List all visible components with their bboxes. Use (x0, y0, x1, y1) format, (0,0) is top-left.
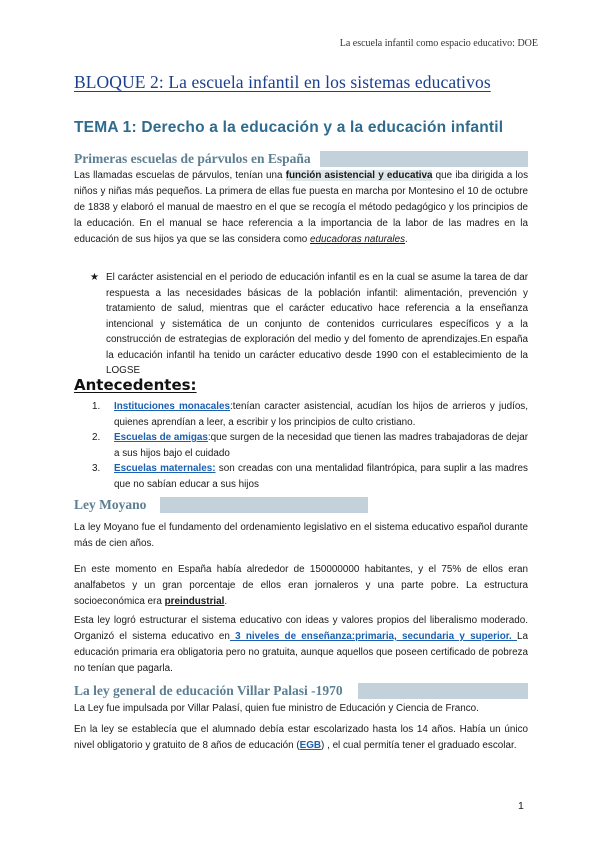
list-item (92, 430, 528, 461)
section-title: Ley Moyano (74, 497, 147, 512)
list-item (92, 461, 528, 492)
text-run: . (405, 234, 408, 245)
bullet-text: El carácter asistencial en el periodo de educación infantil es en la cual se asume la tarea de dar respuesta a las necesidades básicas de la población infantil: alimentación, prevención y tratamiento de salud, mientras que el carácter educativo hace referencia a la enseñanza intencional y sistemática de un conjunto de contenidos curriculares específicos y a la construcción de estrategias de exploración del medio y del fomento de aprendizajes.En españa la educación infantil ha tenido un carácter educativo desde 1990 con el establecimiento de la LOGSE (106, 272, 528, 376)
bloque-title: BLOQUE 2: La escuela infantil en los sistemas educativos (74, 72, 491, 92)
star-bullet-icon: ★ (90, 272, 99, 283)
term-link[interactable]: EGB (299, 740, 322, 751)
section-heading-primeras (74, 150, 528, 168)
text-run: son creadas con una mentalidad filantrópica, para suplir a las madres que no sabían educar a sus hijos (114, 463, 528, 490)
paragraph-moyano-1: La ley Moyano fue el fundamento del ordenamiento legislativo en el sistema educativo español durante más de cien años. (74, 522, 528, 549)
section-title: La ley general de educación Villar Palasi -1970 (74, 683, 343, 698)
page-number: 1 (518, 800, 524, 812)
list-number: 1. (92, 401, 101, 412)
heading-bar (160, 497, 368, 513)
section-heading-moyano (74, 496, 528, 514)
text-run: La educación primaria era obligatoria pero no gratuita, aunque aquellos que poseen certificado de pobreza no tenían que pagarla. (74, 631, 528, 674)
text-run: . (224, 596, 228, 607)
text-run: En este momento en España había alrededor de 150000000 habitantes, y el 75% de ellos eran analfabetos y un gran porcentaje de ellos eran jornaleros y una parte pobre. La estructura socioeconómica era (74, 564, 528, 607)
tema-title: TEMA 1: Derecho a la educación y a la educación infantil (74, 119, 504, 136)
text-run: :tenían caracter asistencial, acudían los hijos de arrieros y judíos, quienes aprendían a leer, a escribir y los principios de culto cristiano. (114, 401, 528, 428)
term-link[interactable]: Instituciones monacales (114, 401, 231, 412)
paragraph-moyano-2 (74, 562, 528, 610)
text-run: En la ley se establecía que el alumnado debía estar escolarizado hasta los 14 años. Había un único nivel obligatorio y gratuito de 8 años de educación ( (74, 724, 528, 751)
text-run: :que surgen de la necesidad que tienen las madres trabajadoras de dejar a sus hijos bajo el cuidado (114, 432, 528, 459)
paragraph-villar-2 (74, 722, 528, 754)
text-run: ) , el cual permitía tener el graduado escolar. (321, 740, 517, 751)
antecedentes-heading: Antecedentes: (74, 376, 197, 394)
paragraph-moyano-3 (74, 613, 528, 677)
term-link[interactable]: Escuelas maternales: (114, 463, 216, 474)
list-text (114, 399, 528, 430)
section-heading-villar (74, 682, 528, 700)
paragraph-primeras (74, 168, 528, 248)
section-title: Primeras escuelas de párvulos en España (74, 151, 311, 166)
bullet-item (92, 270, 528, 379)
term-link[interactable]: Escuelas de amigas (114, 432, 208, 443)
list-number: 3. (92, 463, 101, 474)
paragraph-villar-1: La Ley fue impulsada por Villar Palasí, quien fue ministro de Educación y Ciencia de Franco. (74, 703, 479, 714)
list-number: 2. (92, 432, 101, 443)
term-link[interactable]: 3 niveles de enseñanza:primaria, secundaria y superior. (229, 631, 518, 642)
text-run: Esta ley logró estructurar el sistema educativo con ideas y valores propios del liberalismo moderado. Organizó el sistema educativo en (74, 615, 528, 642)
list-text (114, 461, 528, 492)
list-item (92, 399, 528, 430)
text-run: que iba dirigida a los niños y niñas más pequeños. La primera de ellas fue puesta en marcha por Montesino el 10 de octubre de 1838 y elaboró el manual de maestro en el que se recogía el método pedagógico y los principios de la educación. En el manual se hace referencia a la importancia de la labor de las madres en la educación de sus hijos ya que se las considera como (74, 170, 529, 245)
heading-bar (358, 683, 528, 699)
text-run: Las llamadas escuelas de párvulos, tenían una (74, 170, 286, 181)
emphasis-text: educadoras naturales (310, 234, 406, 245)
bold-term: preindustrial (164, 596, 225, 607)
running-header: La escuela infantil como espacio educativo: DOE (339, 38, 538, 49)
highlight-text: función asistencial y educativa (285, 170, 433, 181)
list-text (114, 430, 528, 461)
heading-bar (320, 151, 528, 167)
